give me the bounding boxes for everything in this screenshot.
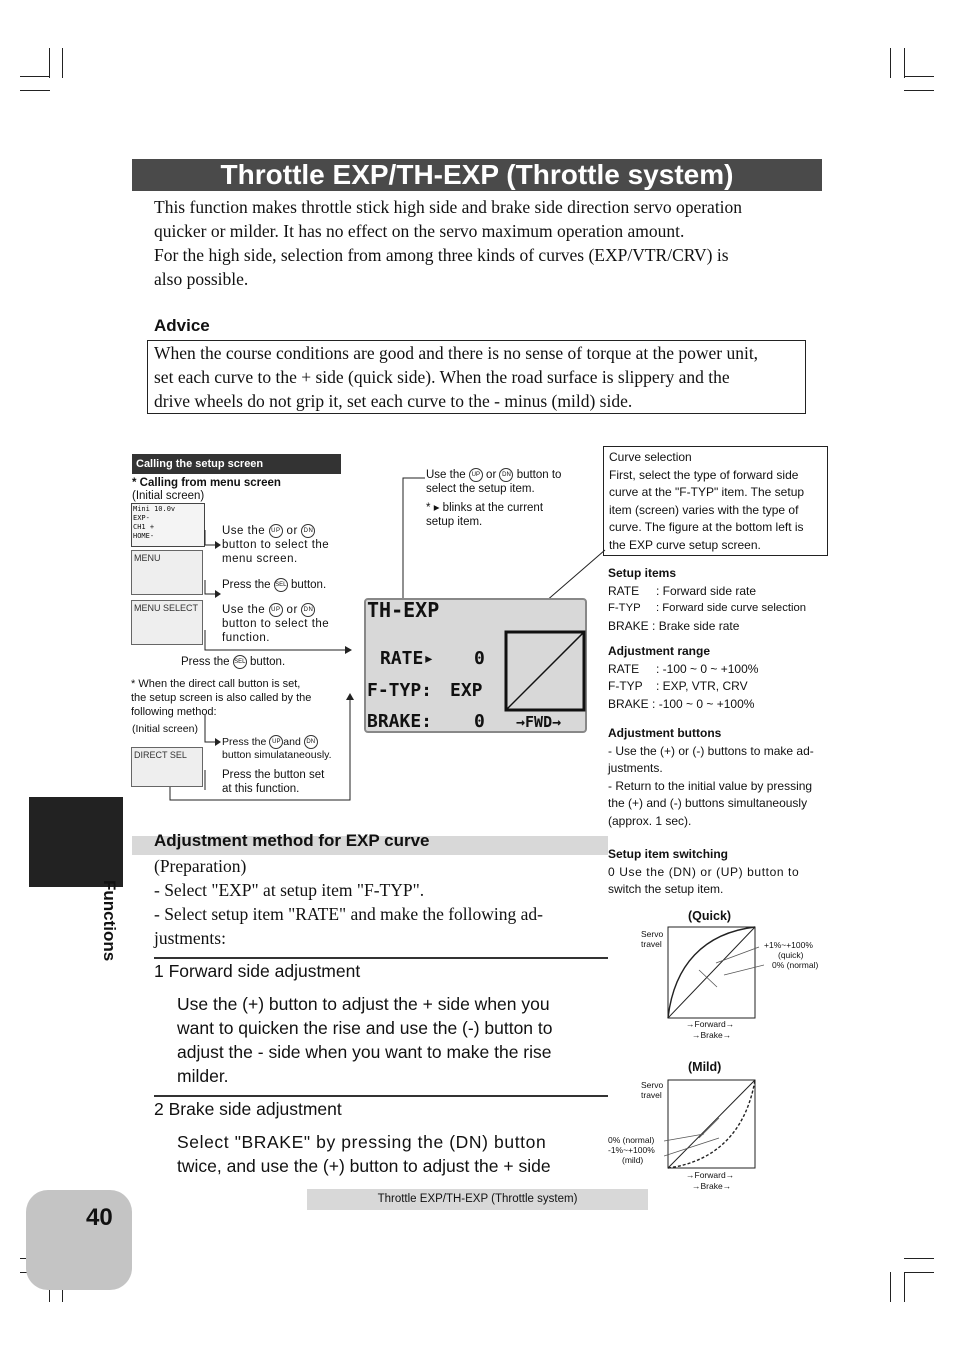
quick-brake-text: Brake — [700, 1030, 723, 1040]
blink-note-part: blinks at the current — [442, 502, 544, 514]
menu-screen-label: MENU — [134, 553, 161, 563]
mini-lcd-line: CH1 + — [133, 523, 155, 531]
mild-forward-text: Forward — [694, 1170, 726, 1180]
advice-heading: Advice — [154, 316, 210, 335]
mild-forward-label: →Forward→ — [686, 1170, 735, 1180]
direct-note-line: the setup screen is also called by the — [131, 692, 312, 704]
range-value: : -100 ~ 0 ~ +100% — [652, 696, 755, 711]
adjustment-buttons-line: (approx. 1 sec). — [608, 813, 692, 828]
blink-note-part: setup item. — [426, 516, 483, 528]
lcd-brake-label: BRAKE: — [367, 711, 433, 732]
step1-part: or — [286, 525, 298, 538]
step2-title: 2 Brake side adjustment — [154, 1099, 342, 1119]
range-key: BRAKE — [608, 696, 649, 711]
step2-body — [177, 1130, 597, 1178]
lcd-ftyp-value: EXP — [450, 680, 483, 701]
mild-ylabel-line: Servo — [641, 1080, 664, 1090]
lcd-rate-row — [380, 648, 434, 669]
crop-mark — [62, 48, 63, 78]
cursor-arrow-icon: ▸ — [433, 502, 440, 514]
crop-mark — [49, 48, 50, 78]
intro-text — [154, 195, 814, 291]
mild-ylabel-line: travel — [641, 1090, 662, 1100]
setup-item-desc: : Forward side curve selection — [656, 602, 807, 614]
direct1-part: button simulataneously. — [222, 749, 332, 761]
crop-mark — [904, 90, 934, 91]
setup-item-key: RATE — [608, 583, 640, 598]
adjustment-buttons-line: - Return to the initial value by pressing — [608, 778, 813, 793]
setup-item-desc: : Forward side rate — [656, 583, 757, 598]
quick-ylabel — [641, 929, 663, 949]
mild-graph-title: (Mild) — [688, 1060, 722, 1074]
quick-brake-label: →Brake→ — [692, 1030, 732, 1040]
step4-part: Press the — [181, 656, 230, 669]
step3-part: or — [286, 604, 298, 617]
from-menu-label: * Calling from menu screen — [132, 477, 281, 489]
step2-body-line: twice, and use the (+) button to adjust the + side — [177, 1156, 551, 1176]
lcd-note-part: button to — [516, 469, 562, 482]
menu-select-label: MENU SELECT — [134, 603, 199, 613]
advice-line: When the course conditions are good and there is no sense of torque at the power unit, — [154, 343, 759, 363]
range-value: : EXP, VTR, CRV — [656, 679, 748, 693]
step1-part: button to select the — [222, 539, 330, 552]
prep-line: - Select "EXP" at setup item "F-TYP". — [154, 880, 425, 900]
mild-curve-graph — [664, 1078, 764, 1178]
step4-text — [181, 655, 285, 669]
mild-ann: 0% (normal) — [608, 1135, 655, 1145]
step1-body-line: Use the (+) button to adjust the + side when you — [177, 994, 550, 1014]
step2-part: Press the — [222, 579, 271, 592]
lcd-fwd-label: FWD — [525, 713, 553, 731]
range-value: : -100 ~ 0 ~ +100% — [656, 661, 759, 676]
curve-selection-box — [603, 446, 828, 556]
step3-part: function. — [222, 632, 270, 645]
crop-mark — [20, 90, 50, 91]
setup-item-switching — [608, 846, 823, 899]
initial-screen-label-2: (Initial screen) — [132, 723, 198, 735]
dn-button-icon: DN — [301, 524, 315, 538]
direct-note-line: * When the direct call button is set, — [131, 678, 301, 690]
curve-selection-line: curve. The figure at the bottom left is — [609, 520, 804, 535]
quick-forward-text: Forward — [694, 1019, 726, 1029]
lcd-note-part: or — [486, 469, 497, 482]
intro-line: also possible. — [154, 269, 249, 289]
adjustment-buttons — [608, 725, 823, 830]
curve-selection-line: the EXP curve setup screen. — [609, 537, 761, 552]
setup-item-key: BRAKE — [608, 618, 649, 633]
preparation-text — [154, 854, 604, 950]
range-row — [608, 661, 823, 679]
direct-sel-label: DIRECT SEL — [134, 750, 187, 760]
adjustment-buttons-line: - Use the (+) or (-) buttons to make ad- — [608, 743, 814, 758]
step1-body-line: want to quicken the rise and use the (-) button to — [177, 1018, 553, 1038]
step1-body-line: milder. — [177, 1066, 229, 1086]
page-number-tab — [26, 1190, 132, 1290]
step1-body-line: adjust the - side when you want to make the rise — [177, 1042, 552, 1062]
adjustment-range-heading: Adjustment range — [608, 644, 711, 658]
step3-part: button to select the — [222, 618, 330, 631]
curve-selection-heading: Curve selection — [609, 450, 692, 464]
quick-ylabel-line: travel — [641, 939, 662, 949]
direct2-line: at this function. — [222, 783, 300, 795]
method-heading: Adjustment method for EXP curve — [154, 831, 430, 850]
crop-mark — [904, 1258, 934, 1259]
advice-line: drive wheels do not grip it, set each curve to the - minus (mild) side. — [154, 391, 633, 411]
quick-annotations — [764, 940, 818, 970]
crop-mark — [890, 48, 891, 78]
step2-body-line: Select "BRAKE" by pressing the (DN) button — [177, 1132, 547, 1152]
prep-line: - Select setup item "RATE" and make the following ad- — [154, 904, 543, 924]
adjustment-buttons-line: the (+) and (-) buttons simultaneously — [608, 796, 808, 810]
lcd-title: TH-EXP — [367, 598, 440, 622]
setup-items-heading: Setup items — [608, 566, 677, 580]
quick-ann: +1%~+100% — [764, 940, 813, 950]
functions-text: Functions — [100, 880, 119, 962]
step3-part: Use the — [222, 604, 266, 617]
mild-ann: -1%~+100% — [608, 1145, 655, 1155]
advice-box — [147, 340, 806, 414]
quick-ylabel-line: Servo — [641, 929, 664, 939]
step1-title: 1 Forward side adjustment — [154, 961, 361, 981]
setup-item-row — [608, 618, 823, 636]
crop-mark — [904, 48, 905, 78]
mini-lcd-line: Mini 10.0v — [133, 505, 176, 513]
step4-part: button. — [249, 656, 286, 669]
quick-curve-graph — [664, 925, 764, 1025]
quick-forward-label: →Forward→ — [686, 1019, 735, 1029]
lcd-cursor-icon: ▸ — [423, 648, 435, 669]
step1-part: Use the — [222, 525, 266, 538]
range-key: RATE — [608, 661, 640, 676]
intro-line: For the high side, selection from among three kinds of curves (EXP/VTR/CRV) is — [154, 245, 729, 265]
up-button-icon: UP — [269, 603, 283, 617]
direct2-line: Press the button set — [222, 769, 325, 781]
functions-tab-label — [88, 880, 128, 1005]
side-tab — [29, 797, 123, 887]
mild-annotations — [608, 1135, 655, 1165]
adjustment-buttons-heading: Adjustment buttons — [608, 726, 722, 740]
mild-ylabel — [641, 1080, 663, 1100]
range-row — [608, 696, 823, 714]
crop-mark — [890, 1272, 891, 1302]
setup-item-desc: : Brake side rate — [652, 618, 740, 633]
curve-selection-line: item (screen) varies with the type of — [609, 502, 799, 517]
step1-body — [177, 992, 597, 1088]
crop-mark — [904, 1272, 905, 1302]
switching-line: 0 Use the (DN) or (UP) button to — [608, 864, 800, 879]
direct2-text — [222, 768, 324, 796]
lcd-note-part: select the setup item. — [426, 483, 535, 496]
lcd-rate-value: 0 — [474, 648, 485, 669]
direct1-text — [222, 735, 347, 762]
lcd-rate-label: RATE — [380, 648, 424, 669]
direct-note-line: following method: — [131, 706, 217, 718]
initial-screen-label: (Initial screen) — [132, 490, 205, 502]
quick-ann: (quick) — [778, 950, 804, 960]
setup-items — [608, 565, 823, 635]
intro-line: This function makes throttle stick high side and brake side direction servo operation — [154, 197, 743, 217]
quick-ann: 0% (normal) — [772, 960, 819, 970]
lcd-brake-value: 0 — [474, 711, 485, 732]
crop-mark — [904, 1272, 934, 1273]
step1-part: menu screen. — [222, 553, 298, 566]
lcd-screen — [364, 598, 587, 733]
intro-line: quicker or milder. It has no effect on the servo maximum operation amount. — [154, 221, 685, 241]
curve-selection-line: curve at the "F-TYP" item. The setup — [609, 485, 805, 500]
setup-item-key: F-TYP — [608, 602, 641, 614]
up-button-icon: UP — [269, 524, 283, 538]
lcd-curve-graph — [504, 630, 586, 712]
advice-line: set each curve to the + side (quick side). When the road surface is slippery and the — [154, 367, 730, 387]
setup-item-row — [608, 583, 823, 601]
sel-button-icon: SEL — [233, 655, 247, 669]
curve-selection-line: First, select the type of forward side — [609, 467, 799, 482]
crop-mark — [20, 76, 50, 77]
up-button-icon: UP — [469, 468, 483, 482]
mild-brake-text: Brake — [700, 1181, 723, 1191]
page-number: 40 — [86, 1204, 113, 1231]
adjustment-buttons-line: justments. — [608, 761, 663, 775]
direct1-part: and — [283, 735, 301, 748]
page-title: Throttle EXP/TH-EXP (Throttle system) — [132, 159, 822, 191]
up-button-icon: UP — [269, 735, 283, 749]
lcd-fwd: →FWD→ — [516, 713, 562, 731]
quick-graph-title: (Quick) — [688, 909, 732, 923]
sel-button-icon: SEL — [274, 578, 288, 592]
mini-lcd-line: EXP- — [133, 514, 150, 522]
direct-note — [131, 677, 341, 719]
mild-brake-label: →Brake→ — [692, 1181, 732, 1191]
range-key: F-TYP — [608, 679, 643, 693]
setup-item-row — [608, 600, 823, 618]
mini-lcd-line: HOME- — [133, 532, 155, 540]
adjustment-range — [608, 643, 823, 713]
step1-text — [222, 524, 342, 566]
switching-line: switch the setup item. — [608, 882, 724, 896]
mild-ann: (mild) — [622, 1155, 644, 1165]
lcd-note-part: Use the — [426, 469, 466, 482]
blink-note-part: * — [426, 502, 431, 514]
range-row — [608, 678, 823, 696]
prep-line: justments: — [154, 928, 226, 948]
crop-mark — [904, 76, 934, 77]
step3-text — [222, 603, 342, 645]
switching-heading: Setup item switching — [608, 847, 729, 861]
setup-screen-heading: Calling the setup screen — [132, 454, 341, 474]
footer-label: Throttle EXP/TH-EXP (Throttle system) — [307, 1189, 648, 1210]
step2-part: button. — [290, 579, 327, 592]
dn-button-icon: DN — [304, 735, 318, 749]
prep-line: (Preparation) — [154, 856, 247, 876]
dn-button-icon: DN — [499, 468, 513, 482]
direct1-part: Press the — [222, 735, 267, 748]
step2-text — [222, 578, 326, 592]
dn-button-icon: DN — [301, 603, 315, 617]
lcd-ftyp-label: F-TYP: — [367, 680, 433, 701]
